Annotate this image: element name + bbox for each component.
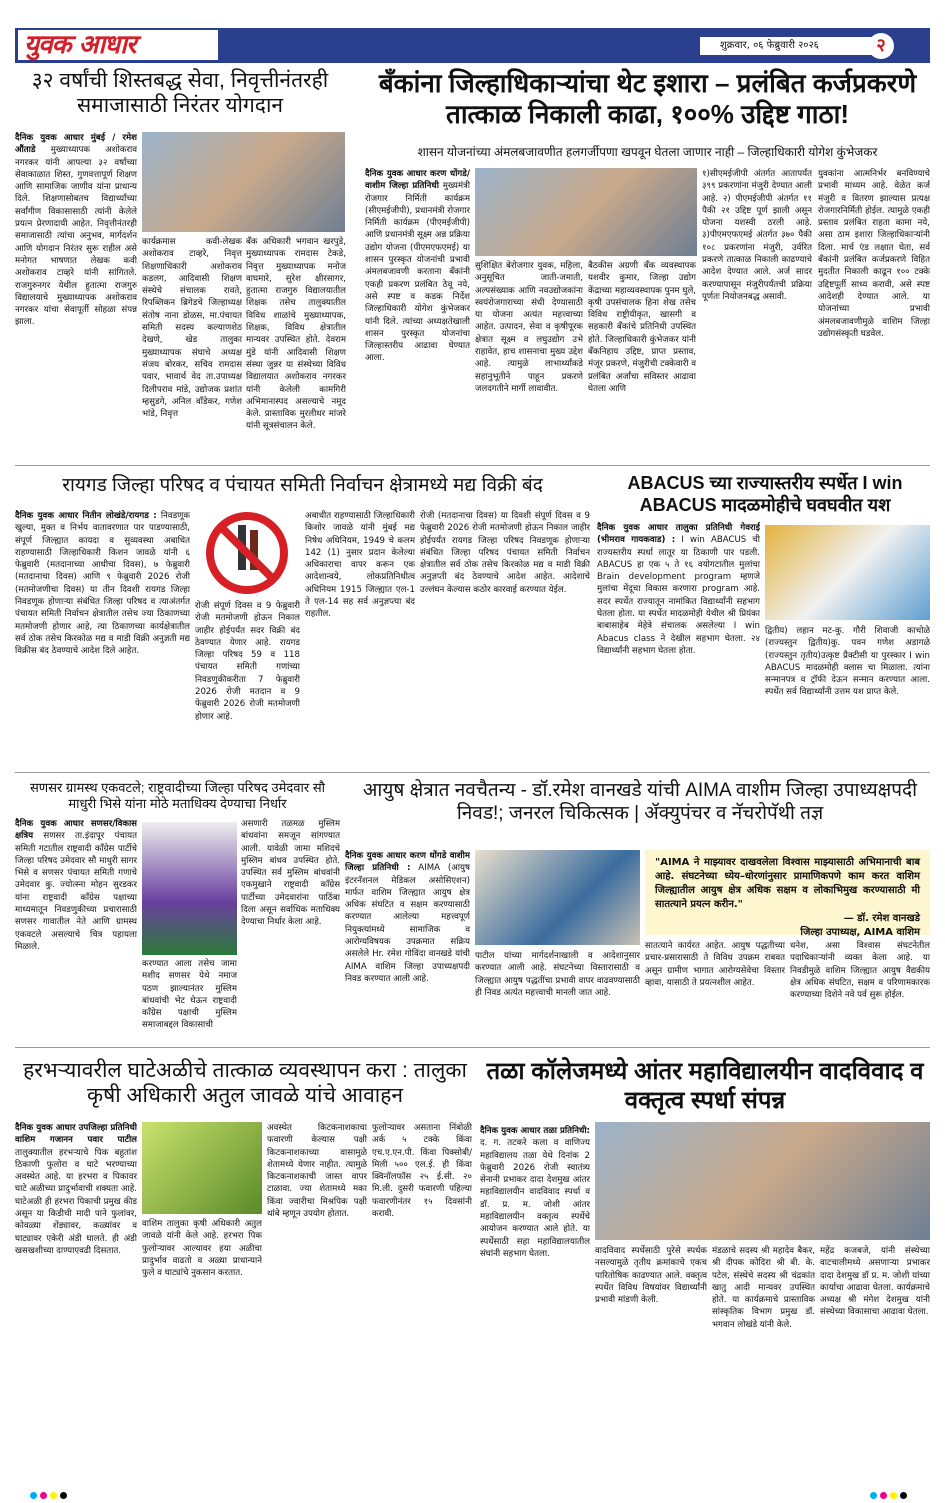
article-sansar-col1: दैनिक युवक आधार सणसर/विकास क्षत्रिय सणसर ता.इंदापूर पंचायत समिती गटातील राष्ट्रवादी काँग्रेस पार्टीचे जिल्हा परिषद उमेदवार सौ माधुरी सागर भिसे व सणसर पंचायत समिती गणाचे उमेदवार कु. ज्योत्स्ना मोहन सुरडकर यांना राष्ट्रवादी काँग्रेस पक्षाच्या माध्यमातून निवडणुकीच्या प्रचारासाठी सणसर गावातील नेते आणि ग्रामस्थ एकवटले असल्याचे चित्र पहायला मिळाले. [15, 819, 137, 952]
article-liquor-col1: दैनिक युवक आधार नितीन लोखंडे/रायगड : निवडणूक खुल्या, मुक्त व निर्भय वातावरणात पार पाडण्यासाठी, संपूर्ण जिल्ह्यात कायदा व सुव्यवस्था अबाधित राहण्यासाठी जिल्हाधिकारी किशन जावळे यांनी ६ फेब्रुवारी (मतदानाच्या आधीचा दिवस), ७ फेब्रुवारी (मतदानाचा दिवस) आणि ९ फेब्रुवारी 2026 रोजी (मतमोजणीचा दिवस) या तीन दिवशी रायगड जिल्हा निवडणूक होणाऱ्या संबंधित जिल्हा परिषद व त्याअंतर्गत पंचायत समिती निर्वाचन क्षेत्रातील तसेच ज्या ठिकाणच्या मतमोजणी होणार आहे, त्या ठिकाणच्या कार्यक्षेत्रातील सर्व ठोक तसेच किरकोळ मद्य व माडी विक्री अनुज्ञती मद्य विक्रीस बंद ठेवण्याचे आदेश दिले आहेत. [15, 511, 190, 657]
divider [15, 1047, 930, 1048]
article-abacus-col2: द्वितीय) लहान मट-कु. गौरी शिवाजी काचोळे (राज्यस्तुन द्वितीय)कु. पवन गणेश अडागळे (राज्यस्तुन तृतीय)उत्कृष्ट प्रैक्टीसी या पुरस्कार I win ABACUS मादळमोही क्लास चा मिळाला. त्यांना सन्मानपत्र व ट्रॉफी देऊन सन्मान करण्यात आला. स्पर्धेत सर्व विद्यार्थ्यांनी उत्तम यश प्राप्त केले. [765, 626, 930, 698]
photo-debate-competition [595, 1122, 930, 1240]
article-banks-col4: १)सीएमईजीपी अंतर्गत आतापर्यंत ३९९ प्रकरणांना मंजुरी देण्यात आली आहे. २) पीएमईजीपी अंतर्गत ११ पैकी २१ उद्दिष्ट पूर्ण झाली असून योजना यशस्वी ठरली आहे. ३)पीएमएफएमई अंतर्गत ३७० पैकी १०८ प्रकरणांना मंजुरी, उर्वरित प्रकरणे तात्काळ निकाली काढण्याचे आदेश देण्यात आले. अर्ज सादर करण्यापासून मंजुरीपर्यंतची प्रक्रिया पूर्णतः नियोजनबद्ध असावी. [702, 169, 812, 302]
newspaper-logo: युवक आधार [18, 30, 218, 60]
divider [15, 465, 930, 466]
headline-retirement: ३२ वर्षांची शिस्तबद्ध सेवा, निवृत्तीनंतरही समाजासाठी निरंतर योगदान [31, 69, 329, 118]
subheadline-banks: शासन योजनांच्या अंमलबजावणीत हलगर्जीपणा खपवून घेतला जाणार नाही – जिल्हाधिकारी योगेश कुंभेजकर [417, 145, 878, 159]
photo-bank-meeting [475, 168, 697, 256]
article-banks-col3: बैठकीस अग्रणी बँक व्यवस्थापक यशवीर कुमार, जिल्हा उद्योग केंद्राच्या महाव्यवस्थापक पुनम घुले, कृषी उपसंचालक हिना शेख तसेच विविध राष्ट्रीयीकृत, खासगी व सहकारी बँकांचे प्रतिनिधी उपस्थित होते. जिल्हाधिकारी कुंभेजकर यांनी बँकनिहाय उद्दिष्ट, प्राप्त प्रस्ताव, मंजूर प्रकरणे, मंजुरीची टक्केवारी व प्रलंबित अर्जांचा सविस्तर आढावा घेतला आणि [588, 261, 696, 394]
article-banks-col2: सुशिक्षित बेरोजगार युवक, महिला, अनुसूचित जाती-जमाती, अल्पसंख्याक आणि नवउद्योजकांना स्वयंरोजगाराच्या संधी देण्यासाठी या योजना अत्यंत महत्त्वाच्या आहेत. उत्पादन, सेवा व कृषीपूरक क्षेत्रात सूक्ष्म व लघुउद्योग उभे राहावेत, हाच शासनाचा मुख्य उद्देश आहे. त्यामुळे लाभार्थ्यांकडे सहानुभूतीने पाहून प्रकरणे जलदगतीने मार्गी लावावीत. [475, 261, 583, 394]
headline-liquor-ban: रायगड जिल्हा परिषद व पंचायत समिती निर्वाचन क्षेत्रामध्ये मद्य विक्री बंद [62, 475, 543, 496]
article-pest-col2: वाशिम तालुका कृषी अधिकारी अतुल जावळे यांनी केले आहे. हरभरा पिक फुलोऱ्यावर आल्यावर हया अळीचा प्रादुर्भाव वाढतो व अळ्या प्राधान्याने फुले व घाट्यांचे नुकसान करतात. [142, 1219, 262, 1279]
article-aima-col4: धनेश, असा विश्वास संघटनेतील पदाधिकाऱ्यांनी व्यक्त केला आहे. या निवडीमुळे वाशिम जिल्ह्यात आयुष वैद्यकीय क्षेत्र अधिक संघटित, सक्षम व परिणामकारक करण्याच्या दिशेने नवे पर्व सुरू होईल. [790, 941, 930, 1001]
headline-debate: तळा कॉलेजमध्ये आंतर महाविद्यालयीन वादविवाद व वक्तृत्व स्पर्धा संपन्न [486, 1058, 924, 1114]
article-aima-col1: दैनिक युवक आधार करण धोंगडे वाशीम जिल्हा प्रतिनिधी : AIMA (आयुष इंटरनॅशनल मेडिकल असोसिएशन) मार्फत वाशिम जिल्ह्यात आयुष क्षेत्र अधिक संघटित व सक्षम करण्यासाठी करण्यात आलेल्या महत्त्वपूर्ण नियुक्त्यांमध्ये सामाजिक व आरोग्यविषयक उपक्रमात सक्रिय असलेले Hr. रमेश गोविंदा वानखडे यांची AIMA वाशिम जिल्हा उपाध्यक्षपदी निवड करण्यात आली आहे. [345, 851, 470, 984]
article-abacus-col1: दैनिक युवक आधार तालुका प्रतिनिधी गेवराई (भीमराव गायकवाड) : I win ABACUS ची राज्यस्तरीय स्पर्धा लातूर या ठिकाणी पार पडली. ABACUS हा एक ५ ते १६ वयोगटातील मुलांचा Brain development program म्हणजे मुलांचा मेंदूचा विकास करणारा program आहे. सदर स्पर्धेत राज्यातून नामांकित विद्यार्थ्यांनी सहभाग घेतला होता. या स्पर्धेत मादळमोही येथील श्री प्रियंका बाबासाहेब मेहेत्रे संचालक असलेल्या I win Abacus class ने देखील सहभाग घेतला. २४ विद्यार्थ्यांनी सहभाग घेतला होता. [597, 523, 760, 656]
photo-dr-wankhede [475, 850, 640, 945]
print-registration-dots [870, 1484, 910, 1503]
article-pest-col1: दैनिक युवक आधार उपजिल्हा प्रतिनिधी वाशिम गजानन पवार पाटील तालुक्यातील हरभऱ्याचे पिक बहुतांश ठिकाणी फुलोरा व घाटे भरण्याच्या अवस्थेत आहे. या हरभरा व पिकावर घाटे अळीच्या प्रादुर्भावाची शक्यता आहे. घाटेअळी ही हरभरा पिकाची प्रमुख कीड असून या किडीची मादी पाने फुलांवर, कोवळ्या शेंड्यावर, कळ्यांवर व घाट्यावर एकेरी अंडी घालते. ही अंडी खसखशीच्या दाण्याएवढी दिसतात. [15, 1123, 137, 1256]
article-aima-col2: पाटील यांच्या मार्गदर्शनाखाली व आदेशानुसार करण्यात आली आहे. संघटनेच्या विस्तारासाठी व जिल्ह्यात आयुष पद्धतींचा प्रभावी वापर वाढवण्यासाठी ही निवड अत्यंत महत्त्वाची मानली जात आहे. [475, 951, 640, 998]
article-liquor-col3: अबाधीत राहण्यासाठी जिल्हाधिकारी किशोर जावळे यांनी मुंबई मद्य निषेध अधिनियम, 1949 चे कलम 142 (1) नुसार प्रदान केलेल्या अधिकाराचा वापर करून एक आदेशान्वये, लोकप्रतिनिधीत्व अधिनियम 1915 जिल्ह्यात एल-1 ते एल-14 सह सर्व अनुज्ञप्त्या बंद राहतील. [305, 511, 415, 620]
article-banks-col5: युवकांना आत्मनिर्भर बनविण्याचे प्रभावी माध्यम आहे. वेळेत कर्ज मंजुरी व वितरण झाल्यास प्रत्यक्ष रोजगारनिर्मिती होईल. त्यामुळे एकही प्रस्ताव प्रलंबित राहता कामा नये, असा ठाम इशारा जिल्हाधिकाऱ्यांनी दिला. मार्च एंड लक्षात घेता, सर्व बँकांनी प्रलंबित कर्जप्रकरणे विहित मुदतीत निकाली काढून १०० टक्के उद्दिष्टपूर्ती साध्य करावी, असे स्पष्ट आदेशही देण्यात आले. या योजनांच्या प्रभावी अंमलबजावणीमुळे वाशिम जिल्हा उद्योगसंस्कृती घडवेल. [818, 169, 930, 339]
photo-candidate [142, 822, 237, 955]
byline: दैनिक युवक आधार मुंबई / रमेश औंताडे [15, 133, 137, 156]
article-debate-col1: दैनिक युवक आधार तळा प्रतिनिधी: द. ग. तटकरे कला व वाणिज्य महाविद्यालय तळा येथे दिनांक 2 फेब्रुवारी 2026 रोजी स्वातंत्र्य सेनानी प्रभाकर दादा देशमुख आंतर महाविद्यालयीन वादविवाद स्पर्धा व डॉ. प्र. म. जोशी आंतर महाविद्यालयीन वक्तृत्व स्पर्धेचे आयोजन करण्यात आले होते. या स्पर्धेसाठी सहा महाविद्यालयातील संघांनी सहभाग घेतला. [480, 1126, 590, 1259]
no-alcohol-icon [200, 510, 295, 595]
article-retirement-col3: बँक अधिकारी भगवान खरपुडे, मुख्याध्यापक रामदास टेकडे, निवृत्त मुख्याध्यापक मनोज वाघमारे, सुरेश क्षीरसागर, हुतात्मा राजगुरु विद्यालयातील शिक्षक तसेच तालुक्यातील विविध शाळांचे मुख्याध्यापक, शिक्षक, विविध क्षेत्रातील मान्यवर उपस्थित होते. देवराम मुंडे यांनी आदिवासी शिक्षण संस्था जुन्नर या संस्थेच्या विविध विद्यालयात अशोकराव नगरकर यांनी केलेली कामगिरी अभिमानास्पद असल्याचे नमूद केले. प्रास्ताविक मुरलीधर मांजरे यांनी सूत्रसंचालन केले. [246, 237, 346, 432]
article-retirement-col2: कार्यक्रमास कवी-लेखक अशोकराव टाव्हरे, निवृत्त शिक्षणाधिकारी अशोकराव कडलग, आदिवासी शिक्षण संस्थेचे संचालक रावते, रिपब्लिकन ब्रिगेडचे जिल्हाध्यक्ष संतोष नाना डोळस, मा.पंचायत समिती सदस्य कल्याणशेठ देखणे, खेड तालुका मुख्याध्यापक संघाचे अध्यक्ष संजय बोरकर, सचिव रामदास पवार, भावार्थ वेद ता.उपाध्यक्ष दिलीपराव मांडे, उद्योजक प्रशांत म्हसुडगे, अनिल वाँडेकर, गणेश भांडे, निवृत्त [142, 237, 242, 420]
quote-box: "AIMA ने माझ्यावर दाखवलेला विश्वास माझ्यासाठी अभिमानाची बाब आहे. संघटनेच्या ध्येय–धोरणांनुसार प्रामाणिकपणे काम करत वाशिम जिल्ह्यातील आयुष क्षेत्र अधिक सक्षम व लोकाभिमुख करण्यासाठी मी सातत्याने प्रयत्न करीन." — डॉ. रमेश वानखडे जिल्हा उपाध्यक्ष, AIMA वाशिम [645, 850, 930, 935]
photo-gram-crop [142, 1122, 262, 1214]
article-liquor-col2: रोजी संपूर्ण दिवस व 9 फेब्रुवारी रोजी मतमोजणी होऊन निकाल जाहीर होईपर्यंत सदर विक्री बंद ठेवण्यात येणार आहे. रायगड जिल्हा परिषद 59 व 118 पंचायत समिती गणांच्या निवडणुकीकरीता 7 फेब्रुवारी 2026 रोजी मतदान व 9 फेब्रुवारी 2026 रोजी मतमोजणी होणार आहे. [195, 601, 300, 722]
headline-abacus: ABACUS च्या राज्यास्तरीय स्पर्धेत I win ABACUS मादळमोहीचे घवघवीत यश [627, 473, 903, 515]
article-aima-col3: सातत्याने कार्यरत आहेत. आयुष पद्धतीच्या प्रचार-प्रसारासाठी ते विविध उपक्रम राबवत असून ग्रामीण भागात आरोग्यसेवेचा विस्तार व्हावा, यासाठी ते प्रयत्नशील आहेत. [645, 941, 785, 988]
article-retirement-col1: दैनिक युवक आधार मुंबई / रमेश औंताडे मुख्याध्यापक अशोकराव नगरकर यांनी आपल्या ३२ वर्षांच्या सेवाकाळात शिस्त, गुणवत्तापूर्ण शिक्षण आणि सामाजिक जाणीव यांना प्राधान्य दिले. शिक्षणासोबतच विद्यार्थ्यांच्या सर्वांगीण विकासासाठी त्यांनी केलेले प्रयत्न प्रेरणादायी आहेत. निवृत्तीनंतरही समाजासाठी त्यांचा अनुभव, मार्गदर्शन आणि योगदान निरंतर सुरू राहील असे मनोगत भाषणात लेखक कवी अशोकराव टाव्हरे यांनी सांगितले. राजगुरुनगर येथील हुतात्मा राजगुरु विद्यालयाचे मुख्याध्यापक अशोकराव नगरकर यांचा सेवापूर्ती सोहळा संपन्न झाला. [15, 133, 137, 328]
article-debate-col2: वादविवाद स्पर्धेसाठी पुरेसे स्पर्धक नसल्यामुळे तृतीय क्रमांकाचे एकच पारितोषिक काढण्यात आले. वक्तृत्व स्पर्धेत विविध विषयांवर विद्यार्थ्यांनी प्रभावी मांडणी केली. [595, 1246, 707, 1306]
issue-date: शुक्रवार, ०६ फेब्रुवारी २०२६ [700, 37, 875, 55]
headline-sansar: सणसर ग्रामस्थ एकवटले; राष्ट्रवादीच्या जिल्हा परिषद उमेदवार सौ माधुरी भिसे यांना मोठे मताधिक्य देण्याचा निर्धार [30, 780, 325, 811]
headline-gram-pest: हरभऱ्यावरील घाटेअळीचे तात्काळ व्यवस्थापन करा : तालुका कृषी अधिकारी अतुल जावळे यांचे आवाहन [23, 1059, 467, 1108]
divider [15, 772, 930, 773]
article-sansar-col2: करण्यात आला तसेच जामा मशीद सणसर येथे नमाज पठण झाल्यानंतर मुस्लिम बांधवांची भेट घेऊन राष्ट्रवादी काँग्रेस पक्षाची मुस्लिम समाजाबद्दल विकासाची [142, 959, 237, 1031]
article-banks-col1: दैनिक युवक आधार करण धोंगडे/वाशीम जिल्हा प्रतिनिधी मुख्यमंत्री रोजगार निर्मिती कार्यक्रम (सीएमईजीपी), प्रधानमंत्री रोजगार निर्मिती कार्यक्रम (पीएमईजीपी) आणि प्रधानमंत्री सूक्ष्म अन्न प्रक्रिया उद्योग योजना (पीएमएफएमई) या शासन पुरस्कृत योजनांची प्रभावी अंमलबजावणी करताना बँकांनी एकही प्रकरण प्रलंबित ठेवू नये, असे स्पष्ट व कडक निर्देश जिल्हाधिकारी योगेश कुंभेजकर यांनी दिले. त्यांच्या अध्यक्षतेखाली शासन पुरस्कृत योजनांचा जिल्हास्तरीय आढावा घेण्यात आला. [365, 169, 470, 364]
article-liquor-col4: रोजी (मतदानाचा दिवस) या दिवशी संपूर्ण दिवस व 9 फेब्रुवारी 2026 रोजी मतमोजणी होऊन निकाल जाहीर होईपर्यंत रायगड जिल्हा परिषद निवडणूक होणाऱ्या संबंधित जिल्हा परिषद पंचायत समिती निर्वाचन क्षेत्रातील सर्व ठोक तसेच किरकोळ मद्य व माडी विक्री अनुज्ञप्ती बंद ठेवण्याचे आदेश आहेत. आदेशाचे उल्लंघन केल्यास कठोर कारवाई करण्यात येईल. [420, 511, 590, 595]
article-sansar-col3: असणारी तळमळ मुस्लिम बांधवांना समजून सांगण्यात आली. यावेळी जामा मशिदचे मुस्लिम बांधव उपस्थित होते. उपस्थित सर्व मुस्लिम बांधवांनी एकमुखाने राष्ट्रवादी काँग्रेस पार्टीच्या उमेदवारांना पाठिंबा दिला असून सर्वाधिक मताधिक्य देण्याचा निर्धार केला आहे. [241, 819, 340, 928]
article-debate-col4: महेंद्र कजबजे, यांनी संस्थेच्या वाटचालीमध्ये असणाऱ्या प्रभाकर दादा देशमुख डॉ प्र. म. जोशी यांच्या कार्याचा आढावा घेतला. कार्यक्रमाचे अध्यक्ष श्री मंगेश देशमुख यांनी संस्थेच्या विकासाचा आढावा घेतला. [820, 1246, 930, 1318]
article-pest-col4: फुलोऱ्यावर असताना निंबोळी अर्क ५ टक्के किंवा एच.ए.एन.पी. किंवा पिक्सोबी/मिली ५०० एल.ई. ही किंवा क्विनॉलफॉस २५ ई.सी. २० मि.ली. दुसरी फवारणी पहिल्या फवारणीनंतर १५ दिवसांनी करावी. [372, 1123, 472, 1220]
print-registration-dots [30, 1484, 70, 1503]
headline-aima: आयुष क्षेत्रात नवचैतन्य - डॉ.रमेश वानखडे यांची AIMA वाशीम जिल्हा उपाध्यक्षपदी निवड!; जनरल चिकित्सक | ॲक्युपंचर व नॅचरोपॅथी तज्ञ [362, 780, 918, 824]
photo-retirement-ceremony [142, 132, 345, 232]
headline-banks: बँकांना जिल्हाधिकाऱ्यांचा थेट इशारा – प्रलंबित कर्जप्रकरणे तात्काळ निकाली काढा, १००% उद्दिष्ट गाठा! [378, 68, 917, 130]
article-pest-col3: अवस्थेत किटकनाशकाचा फवारणी केल्यास पक्षी किटकनाशकाच्या वासामुळे शेतामध्ये येणार नाहीत. त्यामुळे किटकनाशकाची जास्त वापर टाळावा. ज्या शेतामध्ये मका किंवा ज्वारीचा मिश्रपिक पक्षी थांबे म्हणून उपयोग होतात. [267, 1123, 367, 1220]
page-number: २ [868, 33, 894, 59]
photo-abacus-winners [765, 525, 930, 620]
article-debate-col3: मंडळाचे सदस्य श्री महादेव बैकर, श्री दीपक कोदिरा श्री बी. के. पटेल, संस्थेचे सदस्य श्री चंद्रकांत खातु आदी मान्यवर उपस्थित होते. या कार्यक्रमाचे प्रास्ताविक सांस्कृतिक विभाग प्रमुख डॉ. भगवान लोखंडे यांनी केले. [712, 1246, 815, 1330]
